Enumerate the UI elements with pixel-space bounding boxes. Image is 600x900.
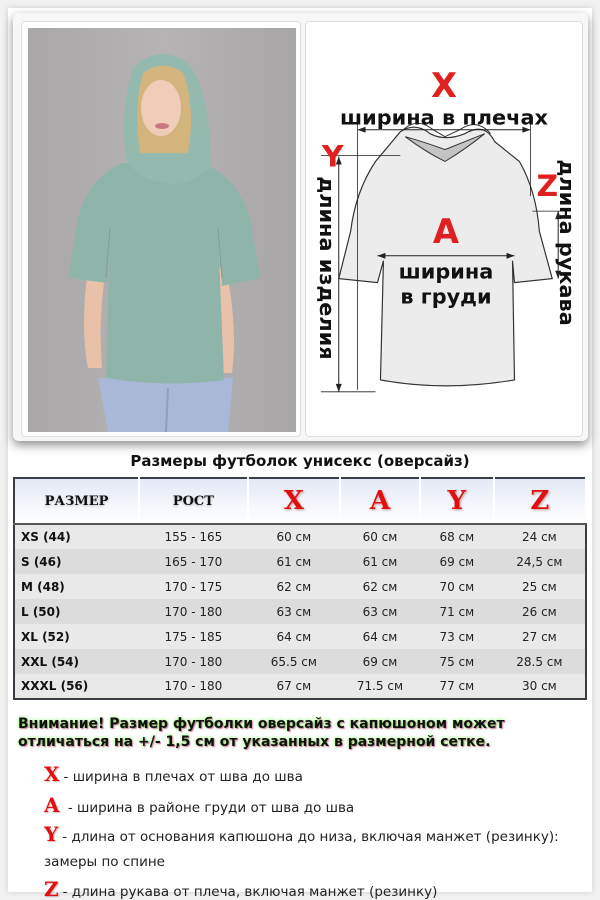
- cell-size: M (48): [14, 574, 139, 599]
- cell-y: 69 см: [420, 549, 494, 574]
- cell-x: 63 см: [248, 599, 340, 624]
- legend-letter-z: Z: [44, 877, 59, 900]
- cell-z: 24 см: [494, 524, 586, 549]
- table-title: Размеры футболок унисекс (оверсайз): [130, 452, 470, 470]
- a-letter: A: [432, 211, 460, 251]
- product-photo: [28, 28, 296, 432]
- y-label: длина изделия: [314, 176, 339, 360]
- cell-y: 68 см: [420, 524, 494, 549]
- legend-text-a: - ширина в районе груди от шва до шва: [63, 800, 355, 816]
- cell-a: 63 см: [340, 599, 420, 624]
- x-letter: X: [430, 65, 458, 105]
- measurement-legend: [44, 760, 574, 900]
- cell-z: 28.5 см: [494, 649, 586, 674]
- cell-height: 155 - 165: [139, 524, 248, 549]
- product-photo-frame: [21, 21, 301, 437]
- header-x: X: [248, 478, 340, 524]
- z-label: длина рукава: [555, 159, 580, 326]
- cell-z: 30 см: [494, 674, 586, 699]
- cell-z: 27 см: [494, 624, 586, 649]
- z-letter: Z: [536, 169, 559, 205]
- table-header-row: [14, 478, 586, 524]
- header-size: РАЗМЕР: [14, 478, 139, 524]
- y-letter: Y: [322, 139, 344, 175]
- legend-item-x: [44, 760, 574, 791]
- cell-size: XXL (54): [14, 649, 139, 674]
- table-row: [14, 624, 586, 649]
- table-row: [14, 524, 586, 549]
- cell-x: 60 см: [248, 524, 340, 549]
- cell-x: 62 см: [248, 574, 340, 599]
- table-row: [14, 549, 586, 574]
- cell-y: 73 см: [420, 624, 494, 649]
- legend-text-y: - длина от основания капюшона до низа, включая манжет (резинку): замеры по спине: [44, 829, 559, 870]
- cell-x: 65.5 см: [248, 649, 340, 674]
- header-z: Z: [494, 478, 586, 524]
- cell-y: 75 см: [420, 649, 494, 674]
- cell-height: 170 - 180: [139, 649, 248, 674]
- cell-size: XS (44): [14, 524, 139, 549]
- cell-height: 165 - 170: [139, 549, 248, 574]
- cell-height: 170 - 180: [139, 674, 248, 699]
- hoodie-diagram: [306, 22, 582, 436]
- cell-height: 175 - 185: [139, 624, 248, 649]
- legend-letter-x: X: [44, 762, 60, 786]
- measurement-diagram: [305, 21, 583, 437]
- cell-z: 26 см: [494, 599, 586, 624]
- legend-text-x: - ширина в плечах от шва до шва: [63, 769, 303, 785]
- cell-a: 69 см: [340, 649, 420, 674]
- x-label: ширина в плечах: [340, 105, 548, 130]
- a-label-line2: в груди: [400, 284, 492, 309]
- cell-a: 62 см: [340, 574, 420, 599]
- cell-y: 70 см: [420, 574, 494, 599]
- cell-x: 67 см: [248, 674, 340, 699]
- cell-size: XL (52): [14, 624, 139, 649]
- cell-height: 170 - 180: [139, 599, 248, 624]
- cell-x: 61 см: [248, 549, 340, 574]
- cell-z: 24,5 см: [494, 549, 586, 574]
- cell-x: 64 см: [248, 624, 340, 649]
- legend-item-z: [44, 875, 574, 900]
- table-row: [14, 599, 586, 624]
- legend-letter-a: A: [44, 793, 60, 817]
- cell-size: L (50): [14, 599, 139, 624]
- size-table: [13, 477, 587, 700]
- cell-height: 170 - 175: [139, 574, 248, 599]
- legend-item-y: [44, 822, 574, 875]
- a-label-line1: ширина: [398, 259, 494, 284]
- header-height: РОСТ: [139, 478, 248, 524]
- size-chart-page: [8, 8, 592, 900]
- cell-y: 77 см: [420, 674, 494, 699]
- cell-a: 64 см: [340, 624, 420, 649]
- cell-size: XXXL (56): [14, 674, 139, 699]
- legend-text-z: - длина рукава от плеча, включая манжет (резинку): [62, 884, 438, 900]
- cell-a: 71.5 см: [340, 674, 420, 699]
- model-image: [28, 28, 296, 432]
- legend-item-a: [44, 791, 574, 822]
- table-row: [14, 649, 586, 674]
- cell-size: S (46): [14, 549, 139, 574]
- table-row: [14, 674, 586, 699]
- size-warning: Внимание! Размер футболки оверсайз с капюшоном может отличаться на +/- 1,5 см от указанных в размерной сетке.: [18, 716, 505, 750]
- cell-y: 71 см: [420, 599, 494, 624]
- header-a: A: [340, 478, 420, 524]
- product-panel: [13, 13, 588, 441]
- legend-letter-y: Y: [44, 822, 59, 846]
- table-row: [14, 574, 586, 599]
- cell-a: 60 см: [340, 524, 420, 549]
- cell-a: 61 см: [340, 549, 420, 574]
- header-y: Y: [420, 478, 494, 524]
- cell-z: 25 см: [494, 574, 586, 599]
